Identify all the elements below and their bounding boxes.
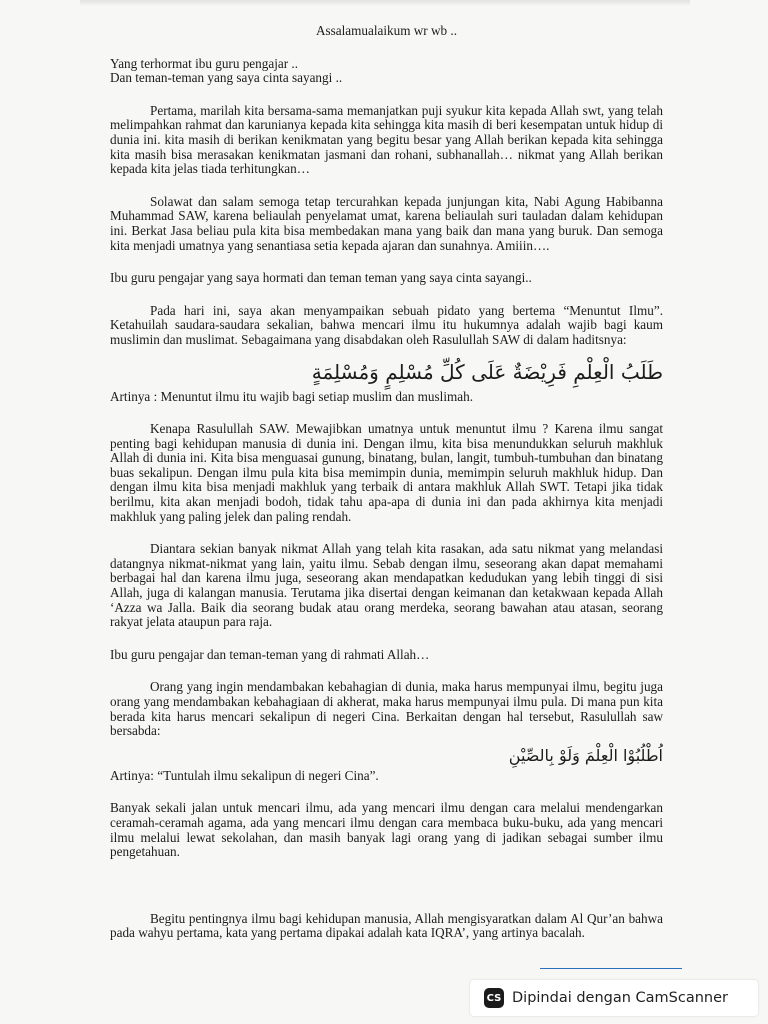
hadith-translation: Artinya: “Tuntulah ilmu sekalipun di negeri Cina”.: [110, 767, 379, 783]
blue-underline: [540, 968, 682, 969]
camscanner-icon: CS: [484, 988, 504, 1008]
arabic-hadith: اُطْلُبُوْا الْعِلْمَ وَلَوْ بِالصِّيْنِ: [508, 745, 663, 765]
page-edge-shadow: [80, 0, 690, 6]
paragraph-importance: Kenapa Rasulullah SAW. Mewajibkan umatnya untuk menuntut ilmu ? Karena ilmu sangat penting bagi kehidupan manusia di dunia ini. Dengan ilmu, kita bisa menundukkan seluruh makhluk Allah di dunia ini. Kita bisa menguasai gunung, binatang, bulan, langit, tumbuh-tumbuhan dan binatang buas sekalipun. Dengan ilmu pula kita bisa memimpin dunia, memimpin seluruh makhluk hidup. Dan dengan ilmu kita bisa menjadi makhluk yang terbaik di antara makhluk Allah SWT. Tetapi jika tidak berilmu, kita akan menjadi bodoh, tidak tahu apa-apa di dunia ini dan pada akhirnya kita menjadi makhluk yang paling jelek dan paling rendah.: [110, 421, 663, 524]
speech-document: [110, 24, 663, 941]
paragraph-address: Ibu guru pengajar dan teman-teman yang di rahmati Allah…: [110, 646, 430, 662]
arabic-hadith: طَلَبُ الْعِلْمِ فَرِيْضَةٌ عَلَى كُلِّ مُسْلِمٍ وَمُسْلِمَةٍ: [311, 359, 663, 384]
greeting-line: Yang terhormat ibu guru pengajar ..: [110, 55, 299, 71]
hadith-translation: Artinya : Menuntut ilmu itu wajib bagi setiap muslim dan muslimah.: [110, 388, 473, 404]
paragraph-happiness: Orang yang ingin mendambakan kebahagian di dunia, maka harus mempunyai ilmu, begitu juga orang yang mendambakan kebahagiaan di akherat, maka harus mempunyai ilmu pula. Di mana pun kita berada kita harus mencari sekalipun di negeri Cina. Berkaitan dengan hal tersebut, Rasulullah saw bersabda:: [110, 679, 663, 739]
paragraph-opening: Pertama, marilah kita bersama-sama memanjatkan puji syukur kita kepada Allah swt, yang telah melimpahkan rahmat dan karunianya kepada kita sehingga kita masih di beri kesempatan untuk hidup di dunia ini. kita masih di berikan kenikmatan yang begitu besar yang Allah berikan kepada kita sehingga kita masih bisa merasakan kenikmatan jasmani dan rohani, subhanallah… nikmat yang Allah berikan kepada kita jelas tiada terhitungkan…: [110, 102, 663, 177]
paragraph-blessing: Diantara sekian banyak nikmat Allah yang telah kita rasakan, ada satu nikmat yang melandasi datangnya nikmat-nikmat yang lain, yaitu ilmu. Sebab dengan ilmu, seseorang akan dapat memahami berbagai hal dan karena ilmu juga, seseorang akan mendapatkan kedudukan yang lebih tinggi di sisi Allah, juga di kalangan manusia. Terutama jika disertai dengan keimanan dan ketakwaan kepada Allah ‘Azza wa Jalla. Baik dia seorang budak atau orang merdeka, seorang bawahan atau atasan, seorang rakyat jelata ataupun para raja.: [110, 541, 663, 630]
paragraph-address: Ibu guru pengajar yang saya hormati dan teman teman yang saya cinta sayangi..: [110, 270, 532, 286]
paragraph-salawat: Solawat dan salam semoga tetap tercurahkan kepada junjungan kita, Nabi Agung Habibanna Muhammad SAW, karena beliaulah penyelamat umat, karena beliaulah suri tauladan dalam kehidupan ini. Berkat Jasa beliau pula kita bisa membedakan mana yang baik dan mana yang buruk. Dan semoga kita menjadi umatnya yang senantiasa setia kepada ajaran dan sunahnya. Amiiin….: [110, 193, 663, 253]
paragraph-theme: Pada hari ini, saya akan menyampaikan sebuah pidato yang bertema “Menuntut Ilmu”. Ketahuilah saudara-saudara sekalian, bahwa mencari ilmu itu hukumnya adalah wajib bagi kaum muslimin dan muslimat. Sebagaimana yang disabdakan oleh Rasulullah SAW di dalam haditsnya:: [110, 302, 663, 347]
camscanner-watermark: [470, 980, 758, 1016]
greeting-line: Dan teman-teman yang saya cinta sayangi ..: [110, 70, 343, 86]
paragraph-iqra: Begitu pentingnya ilmu bagi kehidupan manusia, Allah mengisyaratkan dalam Al Qur’an bahwa pada wahyu pertama, kata yang pertama dipakai adalah kata IQRA’, yang artinya bacalah.: [110, 910, 663, 941]
document-title: Assalamualaikum wr wb ..: [315, 23, 457, 38]
watermark-label: Dipindai dengan CamScanner: [512, 990, 729, 1006]
paragraph-ways: Banyak sekali jalan untuk mencari ilmu, ada yang mencari ilmu dengan cara melalui mendengarkan ceramah-ceramah agama, ada yang mencari ilmu dengan cara membaca buku-buku, ada yang mencari ilmu melalui lewat sekolahan, dan masih banyak lagi orang yang di jadikan sebagai sumber ilmu pengetahuan.: [110, 800, 663, 860]
